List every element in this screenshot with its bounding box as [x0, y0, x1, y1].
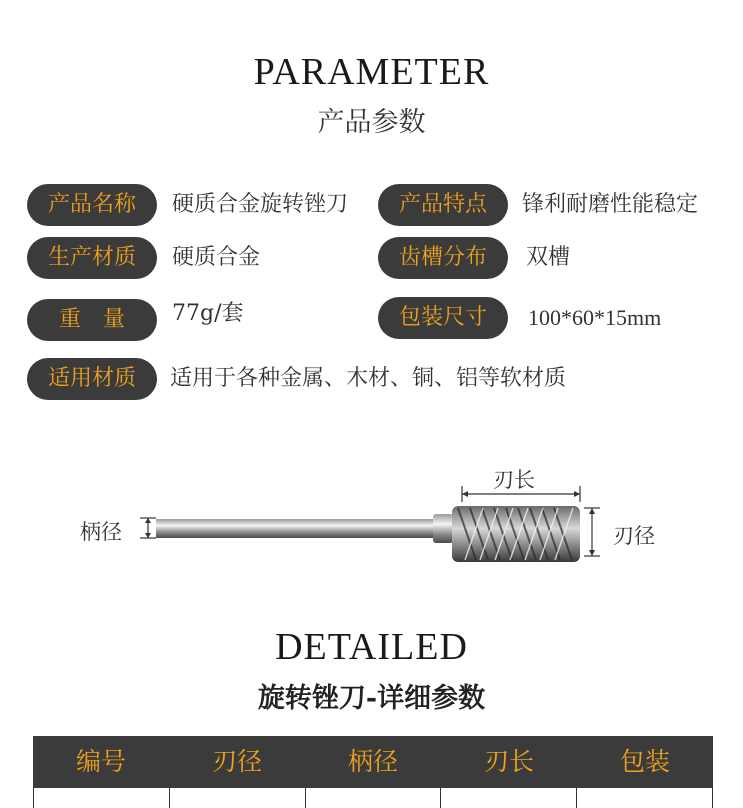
shank-diameter-marker	[140, 518, 156, 538]
parameter-subtitle: 产品参数	[317, 107, 426, 138]
column-header-shank-diameter: 柄径	[347, 747, 398, 776]
blade-length-label: 刃长	[493, 468, 535, 492]
table-row	[33, 788, 713, 808]
column-header-number: 编号	[75, 747, 126, 776]
table-cell	[441, 788, 577, 808]
param-value-product-name: 硬质合金旋转锉刀	[172, 192, 349, 217]
param-value-features: 锋利耐磨性能稳定	[522, 192, 699, 217]
tool-cutting-head	[452, 506, 580, 562]
tool-collar	[433, 514, 453, 543]
blade-diameter-marker	[584, 508, 600, 556]
param-label-applicable: 适用材质	[27, 358, 157, 400]
spec-table-header	[33, 736, 713, 788]
param-value-applicable: 适用于各种金属、木材、铜、铝等软材质	[170, 366, 567, 391]
column-header-blade-length: 刃长	[483, 747, 534, 776]
param-label-product-name: 产品名称	[27, 184, 157, 226]
column-header-package: 包装	[619, 747, 670, 776]
blade-diameter-label: 刃径	[613, 524, 655, 548]
detailed-title: DETAILED	[275, 626, 468, 668]
param-value-package-size: 100*60*15mm	[528, 305, 662, 330]
table-cell	[170, 788, 306, 808]
param-label-material: 生产材质	[27, 237, 157, 279]
param-value-weight: 77g/套	[172, 301, 244, 326]
table-cell	[577, 788, 712, 808]
tool-shank	[156, 519, 438, 538]
table-cell	[34, 788, 170, 808]
shank-diameter-label: 柄径	[80, 520, 122, 544]
table-cell	[306, 788, 442, 808]
param-label-weight: 重 量	[27, 299, 157, 341]
param-label-features: 产品特点	[378, 184, 508, 226]
param-value-material: 硬质合金	[172, 245, 261, 270]
param-label-package-size: 包装尺寸	[378, 297, 508, 339]
param-value-flute: 双槽	[526, 245, 571, 270]
detailed-subtitle: 旋转锉刀-详细参数	[257, 683, 486, 714]
parameter-title: PARAMETER	[253, 51, 490, 93]
column-header-blade-diameter: 刃径	[211, 747, 262, 776]
param-label-flute: 齿槽分布	[378, 237, 508, 279]
